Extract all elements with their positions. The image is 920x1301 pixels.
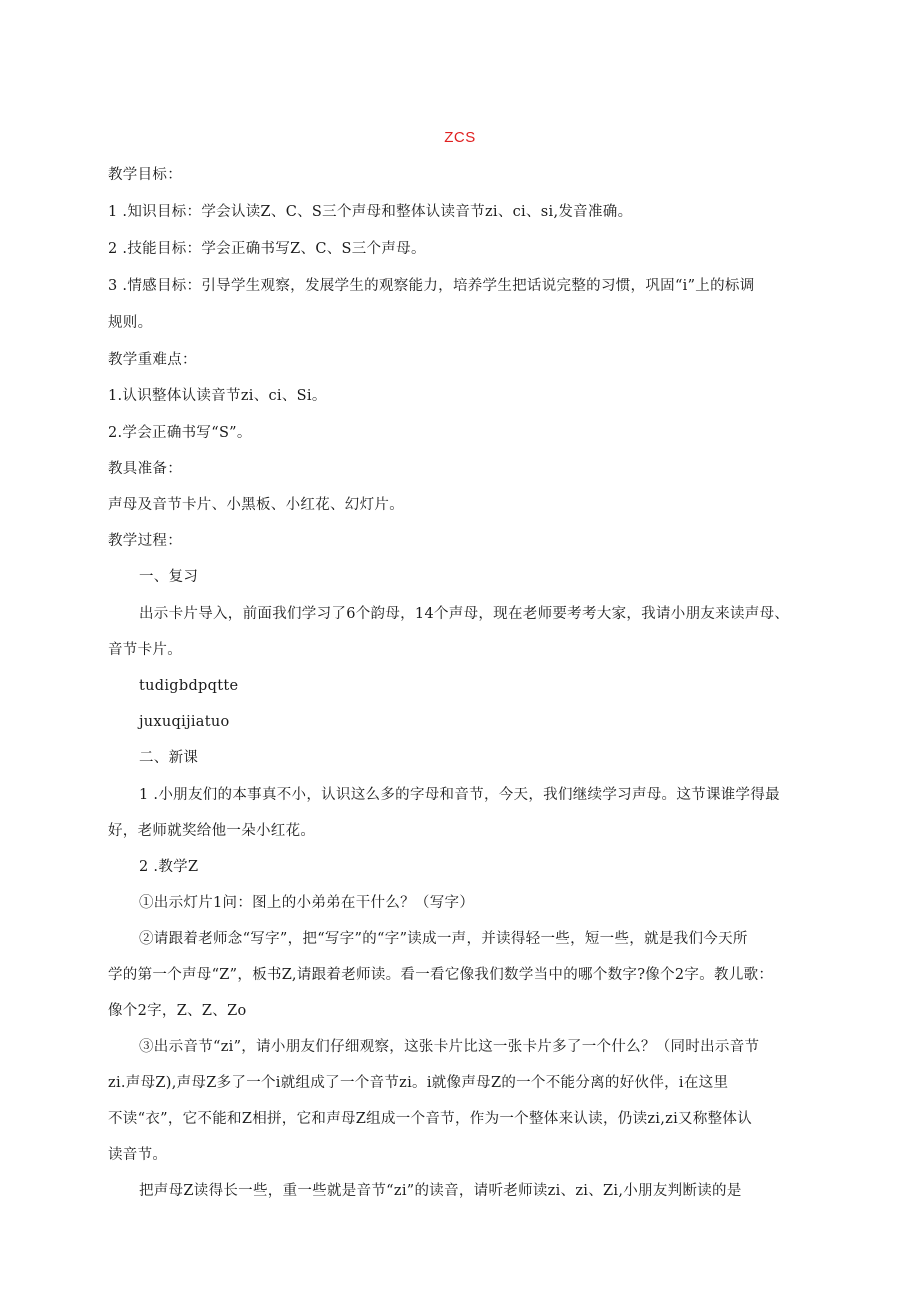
step-circled-1: ①出示灯片1问：图上的小弟弟在干什么？（写字） bbox=[139, 895, 475, 911]
closing-paragraph: 把声母Z读得长一些，重一些就是音节“zi”的读音，请听老师读zi、zi、Zi,小朋友判断读的是 bbox=[139, 1183, 742, 1199]
new-lesson-step-1: 1 .小朋友们的本事真不小，认识这么多的字母和音节，今天，我们继续学习声母。这节课谁学得最 bbox=[139, 787, 780, 803]
goal-knowledge: 1 .知识目标：学会认读Z、C、S三个声母和整体认读音节zi、ci、si,发音准确。 bbox=[108, 204, 633, 220]
heading-materials: 教具准备： bbox=[108, 461, 182, 477]
heading-key-points: 教学重难点： bbox=[108, 352, 197, 368]
document-title: ZCS bbox=[444, 129, 476, 146]
new-lesson-step-2: 2 .教学Z bbox=[139, 859, 199, 875]
step-circled-2-continued: 学的第一个声母“Z”，板书Z,请跟着老师读。看一看它像我们数学当中的哪个数字?像个2字。教儿歌： bbox=[108, 967, 774, 983]
pinyin-example-2: juxuqijiatuo bbox=[139, 714, 230, 730]
step-circled-3-line-4: 读音节。 bbox=[108, 1147, 168, 1163]
review-paragraph: 出示卡片导入，前面我们学习了6个韵母，14个声母，现在老师要考考大家，我请小朋友来读声母、 bbox=[139, 606, 790, 622]
key-point-1: 1.认识整体认读音节zi、ci、Si。 bbox=[108, 388, 327, 404]
review-paragraph-continued: 音节卡片。 bbox=[108, 642, 182, 658]
heading-teaching-goals: 教学目标： bbox=[108, 167, 182, 183]
goal-skill: 2 .技能目标：学会正确书写Z、C、S三个声母。 bbox=[108, 241, 426, 257]
section-new-lesson: 二、新课 bbox=[139, 750, 199, 766]
step-circled-3-line-3: 不读“衣”，它不能和Z相拼，它和声母Z组成一个音节，作为一个整体来认读，仍读zi,zi又称整体认 bbox=[108, 1111, 753, 1127]
new-lesson-step-1-continued: 好，老师就奖给他一朵小红花。 bbox=[108, 823, 316, 839]
pinyin-example-1: tudigbdpqtte bbox=[139, 678, 239, 694]
step-circled-2-rhyme: 像个2字，Z、Z、Zo bbox=[108, 1003, 247, 1019]
materials-list: 声母及音节卡片、小黑板、小红花、幻灯片。 bbox=[108, 497, 404, 513]
goal-emotion-continued: 规则。 bbox=[108, 315, 153, 331]
step-circled-3: ③出示音节“zi”，请小朋友们仔细观察，这张卡片比这一张卡片多了一个什么？（同时出示音节 bbox=[139, 1039, 760, 1055]
step-circled-3-line-2: zi.声母Z),声母Z多了一个i就组成了一个音节zi。i就像声母Z的一个不能分离的好伙伴，i在这里 bbox=[108, 1075, 729, 1091]
key-point-2: 2.学会正确书写“S”。 bbox=[108, 425, 252, 441]
section-review: 一、复习 bbox=[139, 569, 199, 585]
heading-process: 教学过程： bbox=[108, 533, 182, 549]
step-circled-2: ②请跟着老师念“写字”，把“写字”的“字”读成一声，并读得轻一些，短一些，就是我们今天所 bbox=[139, 931, 748, 947]
goal-emotion: 3 .情感目标：引导学生观察，发展学生的观察能力，培养学生把话说完整的习惯，巩固“i”上的标调 bbox=[108, 278, 755, 294]
